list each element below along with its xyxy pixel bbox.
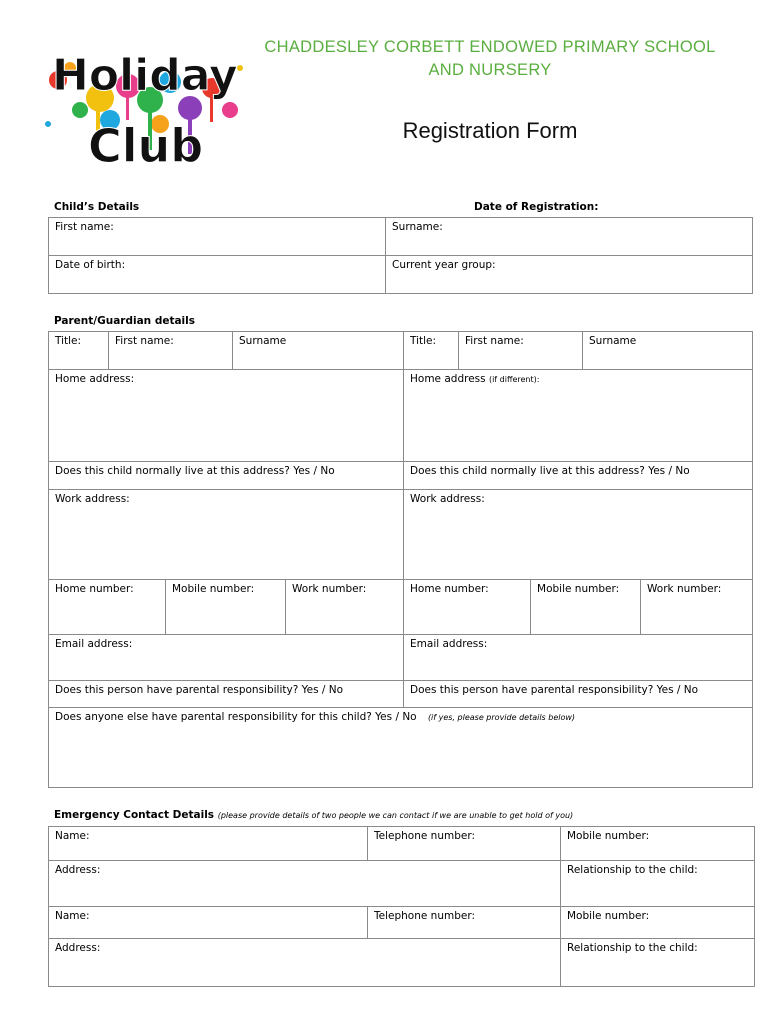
childs-details-table — [48, 217, 753, 294]
ec2-address-field[interactable] — [49, 939, 561, 987]
date-of-registration-label: Date of Registration: — [474, 201, 599, 213]
p2-parental-resp-question[interactable] — [404, 681, 753, 708]
ec2-telephone-label: Telephone number: — [374, 910, 475, 922]
p2-email-label: Email address: — [410, 638, 488, 650]
p2-home-number-field[interactable] — [404, 580, 531, 635]
p1-work-number-label: Work number: — [292, 583, 367, 595]
p1-email-label: Email address: — [55, 638, 133, 650]
ec1-mobile-field[interactable] — [561, 827, 755, 861]
ec1-relationship-label: Relationship to the child: — [567, 864, 698, 876]
p1-mobile-number-label: Mobile number: — [172, 583, 255, 595]
ec2-relationship-field[interactable] — [561, 939, 755, 987]
p2-live-here-question[interactable] — [404, 462, 753, 490]
p1-first-name-label: First name: — [115, 335, 174, 347]
parent-details-table — [48, 331, 753, 490]
child-dob-field[interactable] — [49, 256, 386, 294]
parent-details-heading: Parent/Guardian details — [54, 315, 196, 327]
p1-title-label: Title: — [55, 335, 82, 347]
p1-work-address-label: Work address: — [55, 493, 130, 505]
child-surname-label: Surname: — [392, 221, 443, 233]
p2-email-field[interactable] — [404, 635, 753, 681]
ec1-address-label: Address: — [55, 864, 101, 876]
ec1-telephone-label: Telephone number: — [374, 830, 475, 842]
p1-home-address-label: Home address: — [55, 373, 135, 385]
childs-details-heading: Child’s Details — [54, 201, 140, 213]
p2-mobile-number-field[interactable] — [531, 580, 641, 635]
p1-surname-label: Surname — [239, 335, 287, 347]
ec2-telephone-field[interactable] — [368, 907, 561, 939]
ec1-mobile-label: Mobile number: — [567, 830, 650, 842]
ec2-mobile-label: Mobile number: — [567, 910, 650, 922]
p1-surname-field[interactable] — [233, 332, 404, 370]
school-name-line1: CHADDESLEY CORBETT ENDOWED PRIMARY SCHOOL — [264, 38, 716, 56]
p1-first-name-field[interactable] — [109, 332, 233, 370]
ec2-relationship-label: Relationship to the child: — [567, 942, 698, 954]
parent-contact-table — [48, 489, 753, 788]
child-surname-field[interactable] — [386, 218, 753, 256]
school-name-line2: AND NURSERY — [428, 61, 552, 79]
p1-work-number-field[interactable] — [286, 580, 404, 635]
child-dob-label: Date of birth: — [55, 259, 126, 271]
p1-home-address-field[interactable] — [49, 370, 404, 462]
p1-parental-resp-label: Does this person have parental responsibility? Yes / No — [55, 684, 344, 696]
form-title: Registration Form — [402, 118, 578, 143]
p1-home-number-field[interactable] — [49, 580, 166, 635]
child-first-name-field[interactable] — [49, 218, 386, 256]
p2-parental-resp-label: Does this person have parental responsibility? Yes / No — [410, 684, 699, 696]
p2-surname-label: Surname — [589, 335, 637, 347]
ec2-address-label: Address: — [55, 942, 101, 954]
ec1-relationship-field[interactable] — [561, 861, 755, 907]
p1-live-here-label: Does this child normally live at this address? Yes / No — [55, 465, 335, 477]
logo-word-holiday: Holiday — [52, 50, 238, 101]
p1-parental-resp-question[interactable] — [49, 681, 404, 708]
ec1-name-field[interactable] — [49, 827, 368, 861]
p2-first-name-field[interactable] — [459, 332, 583, 370]
child-year-group-label: Current year group: — [392, 259, 496, 271]
ec1-address-field[interactable] — [49, 861, 561, 907]
p2-work-address-field[interactable] — [404, 490, 753, 580]
school-name — [250, 36, 730, 82]
p2-work-address-label: Work address: — [410, 493, 485, 505]
if-different-note: (if different): — [488, 375, 540, 384]
p2-surname-field[interactable] — [583, 332, 753, 370]
ec2-name-field[interactable] — [49, 907, 368, 939]
p1-work-address-field[interactable] — [49, 490, 404, 580]
other-parental-resp-label: Does anyone else have parental responsibility for this child? Yes / No — [55, 711, 417, 723]
p2-home-number-label: Home number: — [410, 583, 489, 595]
p2-mobile-number-label: Mobile number: — [537, 583, 620, 595]
emergency-note: (please provide details of two people we can contact if we are unable to get hold of you) — [217, 811, 574, 820]
p1-home-number-label: Home number: — [55, 583, 134, 595]
p1-email-field[interactable] — [49, 635, 404, 681]
p2-title-label: Title: — [410, 335, 437, 347]
ec2-name-label: Name: — [55, 910, 90, 922]
other-parental-resp-field[interactable] — [49, 708, 753, 788]
p2-title-field[interactable] — [404, 332, 459, 370]
emergency-heading — [54, 809, 573, 821]
p2-first-name-label: First name: — [465, 335, 524, 347]
p2-work-number-label: Work number: — [647, 583, 722, 595]
p2-live-here-label: Does this child normally live at this address? Yes / No — [410, 465, 690, 477]
child-year-group-field[interactable] — [386, 256, 753, 294]
emergency-table — [48, 826, 755, 987]
ec1-name-label: Name: — [55, 830, 90, 842]
holiday-club-logo — [40, 38, 252, 170]
p2-home-address-field[interactable] — [404, 370, 753, 462]
p2-work-number-field[interactable] — [641, 580, 753, 635]
ec2-mobile-field[interactable] — [561, 907, 755, 939]
logo-word-club: Club — [88, 119, 204, 170]
if-yes-note: (if yes, please provide details below) — [427, 713, 576, 722]
emergency-heading-text: Emergency Contact Details — [54, 809, 215, 821]
p1-title-field[interactable] — [49, 332, 109, 370]
p1-live-here-question[interactable] — [49, 462, 404, 490]
p2-home-address-label: Home address — [410, 373, 486, 385]
p1-mobile-number-field[interactable] — [166, 580, 286, 635]
ec1-telephone-field[interactable] — [368, 827, 561, 861]
child-first-name-label: First name: — [55, 221, 114, 233]
